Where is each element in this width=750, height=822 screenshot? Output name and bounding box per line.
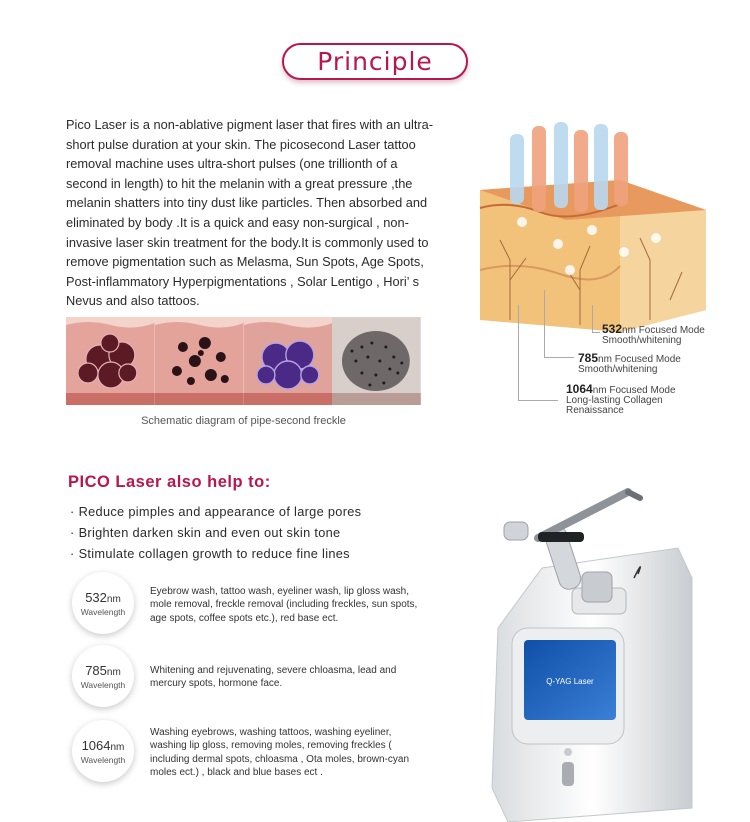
wavelength-value: 1064 xyxy=(81,737,111,753)
mode-line2: Smooth/whitening xyxy=(602,335,682,346)
page-title: Principle xyxy=(317,47,433,76)
mode-wavelength: 532 xyxy=(602,322,623,336)
mode-label-532 xyxy=(602,324,705,346)
strip-caption: Schematic diagram of pipe-second freckle xyxy=(141,415,346,427)
freckle-image-1 xyxy=(66,317,155,405)
wavelength-unit: nm xyxy=(106,593,121,605)
mode-line2: Smooth/whitening xyxy=(578,364,658,375)
help-title: PICO Laser also help to: xyxy=(68,473,271,491)
wavelength-desc-785: Whitening and rejuvenating, severe chloasma, lead and mercury spots, hormone face. xyxy=(150,665,397,690)
mode-wavelength: 785 xyxy=(578,351,599,365)
wavelength-label: Wavelength xyxy=(80,606,126,617)
wavelength-desc-1064: Washing eyebrows, washing tattoos, washing eyeliner, washing lip gloss, removing moles, removing freckles ( including dermal spots, chloasma , Ota moles, brown-cyan moles ect.) , black and blue bases ect . xyxy=(150,727,410,778)
freckle-image-3 xyxy=(244,317,333,405)
wavelength-desc-532: Eyebrow wash, tattoo wash, eyeliner wash, lip gloss wash, mole removal, freckle removal (including freckles, sun spots, age spots, coffee spots etc.), red base ect. xyxy=(150,586,418,624)
freckle-image-2 xyxy=(155,317,244,405)
wavelength-value: 532 xyxy=(85,589,107,605)
freckle-image-strip xyxy=(66,317,421,405)
wavelength-label: Wavelength xyxy=(80,754,126,765)
mode-leader-532 xyxy=(592,305,600,333)
wavelength-unit: nm xyxy=(110,741,125,753)
mode-leader-1064 xyxy=(518,305,558,401)
mode-line2: Long-lasting Collagen xyxy=(566,395,663,406)
wavelength-badge-532 xyxy=(72,572,134,634)
mode-unit: nm Focused Mode xyxy=(592,385,676,396)
machine-screen-text: Q-YAG Laser xyxy=(546,677,594,686)
mode-line3: Renaissance xyxy=(566,405,624,416)
mode-wavelength: 1064 xyxy=(566,382,593,396)
intro-paragraph: Pico Laser is a non-ablative pigment laser that fires with an ultra-short pulse duration at your skin. The picosecond Laser tattoo removal machine uses ultra-short pulses (one trillionth of a second in length) to hit the melanin with a great pressure ,the melanin shatters into tiny dust like particles. Then absorbed and eliminated by body .It is a quick and easy non-surgical , non-invasive laser skin treatment for the body.It is commonly used to remove pigmentation such as Melasma, Sun Spots, Age Spots, Post-inflammatory Hyperpigmentations , Solar Lentigo , Hori’ s Nevus and also tattoos. xyxy=(66,117,434,309)
wavelength-value: 785 xyxy=(85,662,107,678)
wavelength-unit: nm xyxy=(106,666,121,678)
help-item: · Brighten darken skin and even out skin tone xyxy=(70,522,361,543)
skin-layer-illustration xyxy=(470,120,710,340)
wavelength-badge-1064 xyxy=(72,720,134,782)
mode-label-1064 xyxy=(566,384,676,416)
wavelength-badge-785 xyxy=(72,645,134,707)
section-title-pill xyxy=(282,43,468,80)
mode-label-785 xyxy=(578,353,681,375)
help-item: · Reduce pimples and appearance of large pores xyxy=(70,501,361,522)
mode-unit: nm Focused Mode xyxy=(598,354,681,365)
mode-unit: nm Focused Mode xyxy=(622,325,705,336)
help-item: · Stimulate collagen growth to reduce fine lines xyxy=(70,543,361,564)
laser-machine-image xyxy=(478,478,708,822)
wavelength-label: Wavelength xyxy=(80,679,126,690)
freckle-image-4 xyxy=(332,317,421,405)
help-list xyxy=(70,501,361,564)
